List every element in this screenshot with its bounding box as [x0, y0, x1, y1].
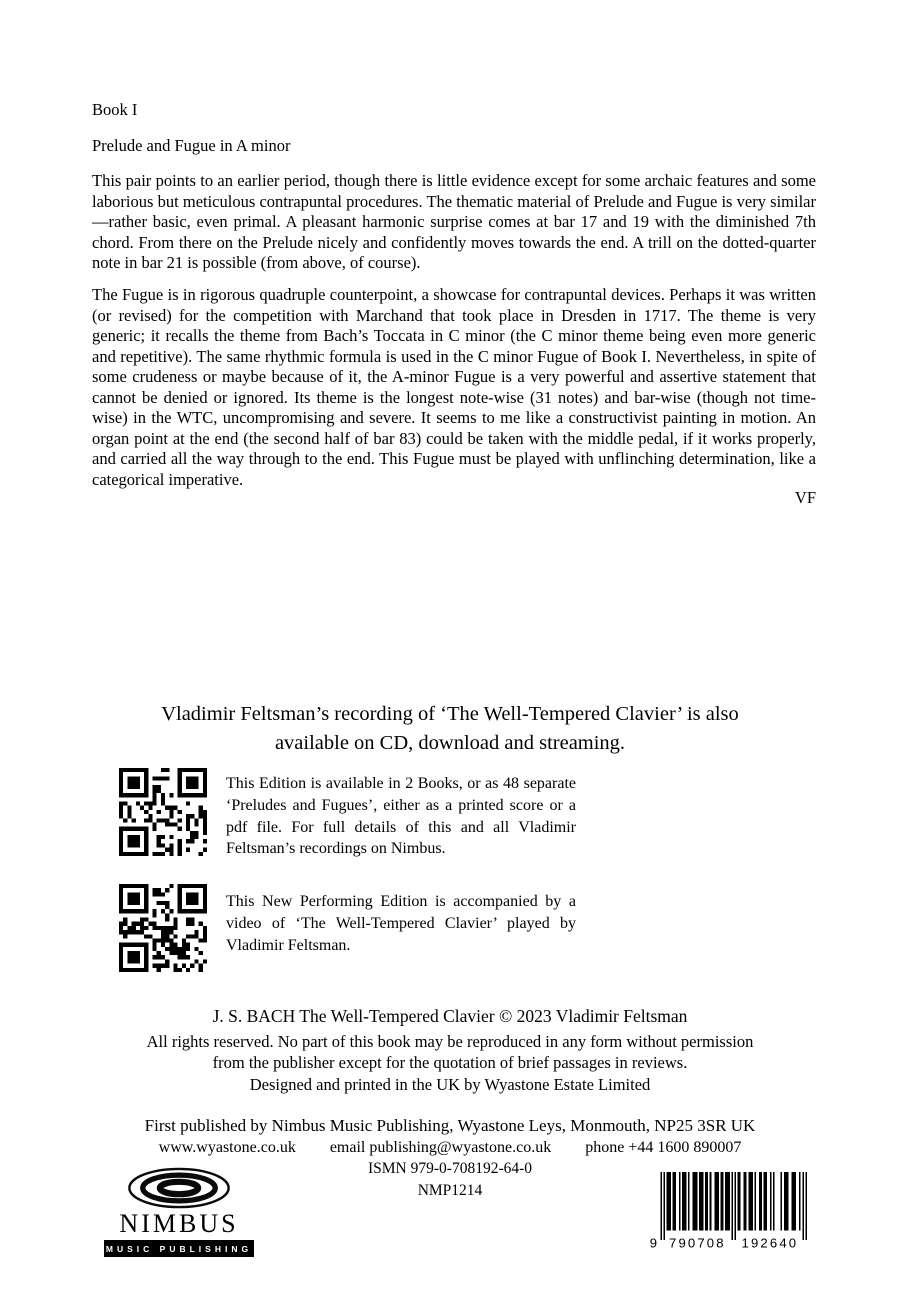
- logo-ellipse-icon: [125, 1167, 233, 1209]
- book-heading: Book I: [92, 100, 138, 119]
- nimbus-logo: [103, 1167, 255, 1257]
- email-text: email publishing@wyastone.co.uk: [329, 1139, 552, 1156]
- rights-line-1: All rights reserved. No part of this book may be reproduced in any form without permission: [146, 1032, 754, 1051]
- barcode: [648, 1172, 810, 1249]
- promo-heading-line1: Vladimir Feltsman’s recording of ‘The Well-Tempered Clavier’ is also: [161, 703, 739, 725]
- barcode-bars: [648, 1172, 810, 1249]
- logo-subtitle-bar: MUSIC PUBLISHING: [104, 1240, 254, 1257]
- promo-heading-line2: available on CD, download and streaming.: [274, 732, 626, 754]
- catalog-number: NMP1214: [417, 1182, 483, 1199]
- qr-caption: This New Performing Edition is accompanied by a video of ‘The Well-Tempered Clavier’ played by Vladimir Feltsman.: [226, 893, 576, 954]
- fugue-paragraph: The Fugue is in rigorous quadruple counterpoint, a showcase for contrapuntal devices. Perhaps it was written (or revised) for the competition with Marchand that took place in Dresden in 1717. The theme is very generic; it recalls the theme from Bach’s Toccata in C minor (the C minor theme being even more generic and repetitive). The same rhythmic formula is used in the C minor Fugue of Book I. Nevertheless, in spite of some crudeness or maybe because of it, the A-minor Fugue is a very powerful and assertive statement that cannot be denied or ignored. Its theme is the longest note-wise (31 notes) and bar-wise (though not time-wise) in the WTC, uncompromising and severe. It seems to me like a constructivist painting in motion. An organ point at the end (the second half of bar 83) could be taken with the middle pedal, if it works properly, and carried all the way through to the end. This Fugue must be played with unflinching determination, like a categorical imperative.: [92, 285, 816, 489]
- design-credit-line: Designed and printed in the UK by Wyastone Estate Limited: [249, 1075, 651, 1094]
- publisher-line: First published by Nimbus Music Publishing, Wyastone Leys, Monmouth, NP25 3SR UK: [144, 1116, 756, 1135]
- qr-code-icon: [119, 768, 207, 856]
- contact-row: [0, 1139, 900, 1157]
- website-text: www.wyastone.co.uk: [158, 1139, 296, 1156]
- rights-line-2: from the publisher except for the quotation of brief passages in reviews.: [212, 1053, 688, 1072]
- qr-code-icon: [119, 884, 207, 972]
- qr-caption: This Edition is available in 2 Books, or as 48 separate ‘Preludes and Fugues’, either as a printed score or a pdf file. For full details of this and all Vladimir Feltsman’s recordings on Nimbus.: [226, 775, 576, 858]
- intro-paragraph: This pair points to an earlier period, though there is little evidence except for some archaic features and some laborious but meticulous contrapuntal procedures. The thematic material of Prelude and Fugue is very similar—rather basic, even primal. A pleasant harmonic surprise comes at bar 17 and 19 with the diminished 7th chord. From there on the Prelude nicely and confidently moves towards the end. A trill on the dotted-quarter note in bar 21 is possible (from above, of course).: [92, 171, 816, 272]
- logo-wordmark: NIMBUS: [119, 1209, 239, 1238]
- phone-text: phone +44 1600 890007: [585, 1139, 742, 1156]
- svg-text:192640: 192640: [741, 1235, 799, 1250]
- copyright-line: J. S. BACH The Well-Tempered Clavier © 2023 Vladimir Feltsman: [212, 1006, 688, 1026]
- svg-text:9: 9: [649, 1235, 658, 1250]
- promo-heading: [0, 700, 900, 758]
- piece-title: Prelude and Fugue in A minor: [92, 136, 291, 155]
- svg-text:790708: 790708: [669, 1235, 726, 1250]
- ismn-text: ISMN 979-0-708192-64-0: [367, 1160, 533, 1177]
- author-initials: VF: [794, 488, 816, 507]
